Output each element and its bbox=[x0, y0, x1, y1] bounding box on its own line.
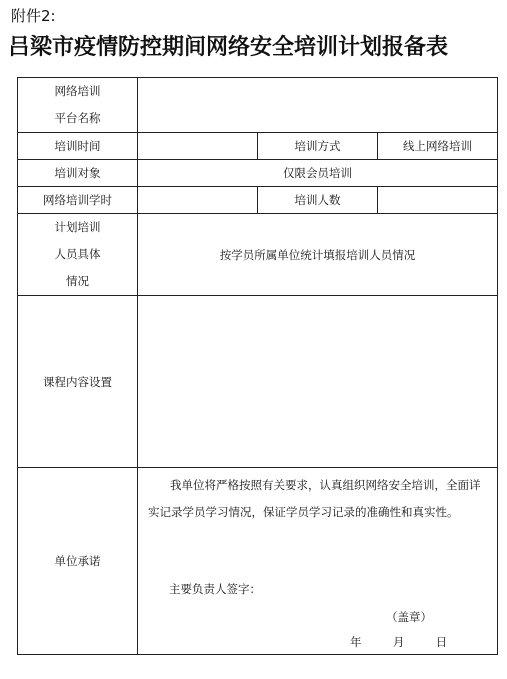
course-label: 课程内容设置 bbox=[18, 296, 138, 468]
trainees-value[interactable]: 按学员所属单位统计填报培训人员情况 bbox=[138, 214, 498, 296]
platform-value[interactable] bbox=[138, 78, 498, 133]
seal-label: （盖章） bbox=[386, 610, 432, 624]
attachment-label: 附件2: bbox=[11, 7, 56, 25]
time-label: 培训时间 bbox=[18, 133, 138, 160]
target-value[interactable]: 仅限会员培训 bbox=[138, 160, 498, 187]
platform-label: 网络培训 平台名称 bbox=[18, 78, 138, 133]
commitment-cell bbox=[138, 468, 498, 655]
page-title: 吕梁市疫情防控期间网络安全培训计划报备表 bbox=[8, 34, 449, 60]
time-value[interactable] bbox=[138, 133, 258, 160]
target-label: 培训对象 bbox=[18, 160, 138, 187]
signer-label: 主要负责人签字： bbox=[169, 582, 261, 596]
registration-form-table bbox=[17, 77, 498, 655]
date-line bbox=[350, 634, 447, 650]
row-platform bbox=[18, 78, 498, 133]
hours-label: 网络培训学时 bbox=[18, 187, 138, 214]
row-course bbox=[18, 296, 498, 468]
count-value[interactable] bbox=[378, 187, 498, 214]
hours-value[interactable] bbox=[138, 187, 258, 214]
row-trainees bbox=[18, 214, 498, 296]
row-time-method bbox=[18, 133, 498, 160]
method-value[interactable]: 线上网络培训 bbox=[378, 133, 498, 160]
commitment-label: 单位承诺 bbox=[18, 468, 138, 655]
row-commitment bbox=[18, 468, 498, 655]
year-label: 年 bbox=[350, 635, 362, 649]
month-label: 月 bbox=[392, 635, 405, 649]
count-label: 培训人数 bbox=[258, 187, 378, 214]
day-label: 日 bbox=[435, 635, 448, 649]
commitment-text: 我单位将严格按照有关要求，认真组织网络安全培训，全面详实记录学员学习情况，保证学员学习记录的准确性和真实性。 bbox=[148, 478, 481, 519]
method-label: 培训方式 bbox=[258, 133, 378, 160]
course-value[interactable] bbox=[138, 296, 498, 468]
trainees-label: 计划培训 人员具体 情况 bbox=[18, 214, 138, 296]
row-hours-count bbox=[18, 187, 498, 214]
row-target bbox=[18, 160, 498, 187]
